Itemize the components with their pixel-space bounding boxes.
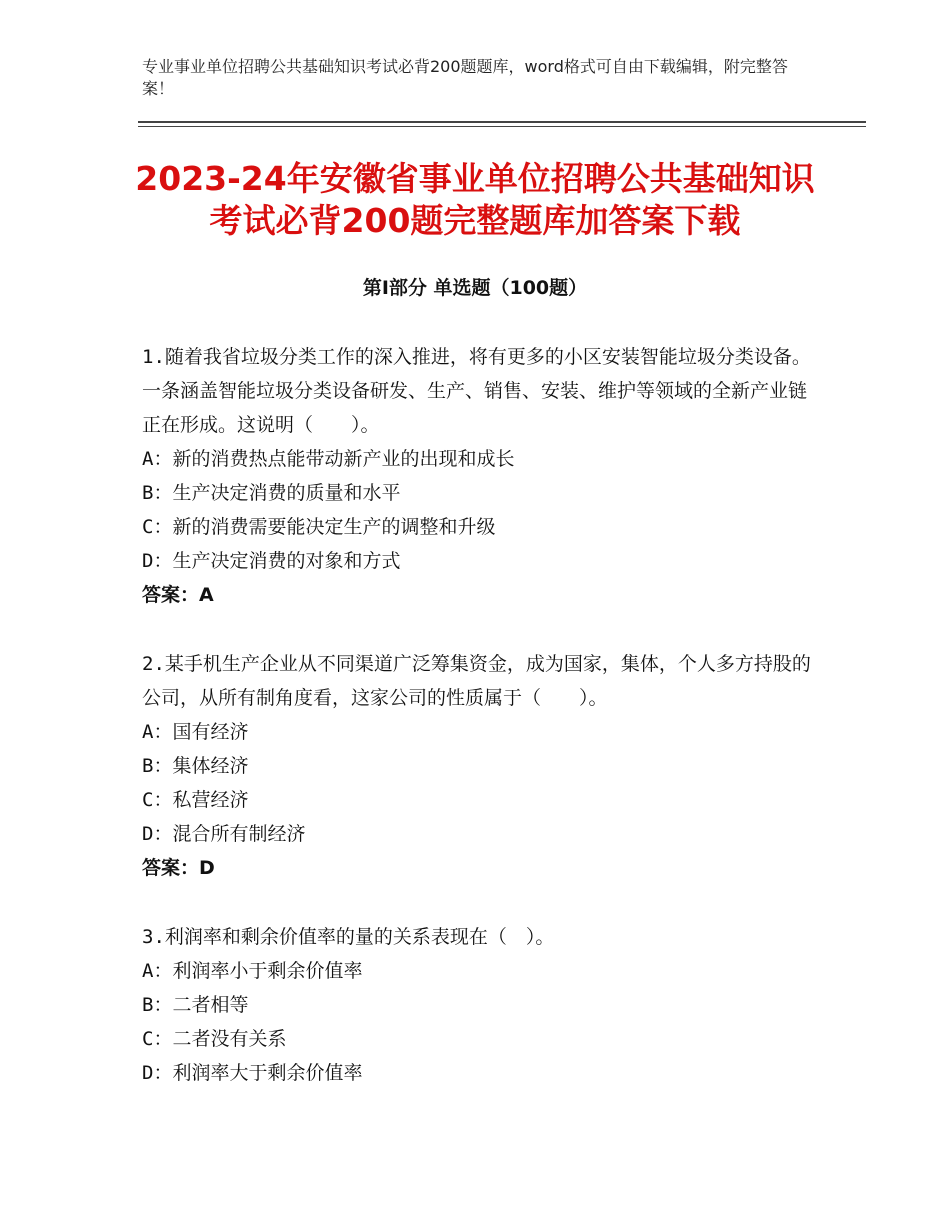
question-text: 3.利润率和剩余价值率的量的关系表现在（ ）。 bbox=[142, 926, 555, 948]
header-divider-thin bbox=[138, 126, 866, 127]
option-b: B：集体经济 bbox=[142, 755, 249, 777]
answer: 答案：D bbox=[142, 857, 215, 879]
header-note: 专业事业单位招聘公共基础知识考试必背200题题库，word格式可自由下载编辑，附完整答案！ bbox=[142, 57, 788, 98]
question-text: 1.随着我省垃圾分类工作的深入推进，将有更多的小区安装智能垃圾分类设备。一条涵盖智能垃圾分类设备研发、生产、销售、安装、维护等领域的全新产业链正在形成。这说明（ ）。 bbox=[142, 346, 811, 436]
option-c: C：私营经济 bbox=[142, 789, 249, 811]
header-divider-thick bbox=[138, 121, 866, 123]
option-a: A：利润率小于剩余价值率 bbox=[142, 960, 363, 982]
question-2 bbox=[142, 647, 812, 885]
option-b: B：生产决定消费的质量和水平 bbox=[142, 482, 401, 504]
option-c: C：新的消费需要能决定生产的调整和升级 bbox=[142, 516, 496, 538]
document-title: 2023-24年安徽省事业单位招聘公共基础知识考试必背200题完整题库加答案下载 bbox=[135, 159, 815, 240]
answer: 答案：A bbox=[142, 584, 214, 606]
option-a: A：国有经济 bbox=[142, 721, 249, 743]
section-heading: 第Ⅰ部分 单选题（100题） bbox=[362, 277, 588, 299]
option-a: A：新的消费热点能带动新产业的出现和成长 bbox=[142, 448, 515, 470]
question-1 bbox=[142, 340, 812, 612]
option-b: B：二者相等 bbox=[142, 994, 249, 1016]
question-3 bbox=[142, 920, 812, 1090]
option-d: D：混合所有制经济 bbox=[142, 823, 306, 845]
question-text: 2.某手机生产企业从不同渠道广泛筹集资金，成为国家，集体，个人多方持股的公司，从所有制角度看，这家公司的性质属于（ ）。 bbox=[142, 653, 811, 709]
option-d: D：利润率大于剩余价值率 bbox=[142, 1062, 363, 1084]
option-c: C：二者没有关系 bbox=[142, 1028, 287, 1050]
option-d: D：生产决定消费的对象和方式 bbox=[142, 550, 401, 572]
